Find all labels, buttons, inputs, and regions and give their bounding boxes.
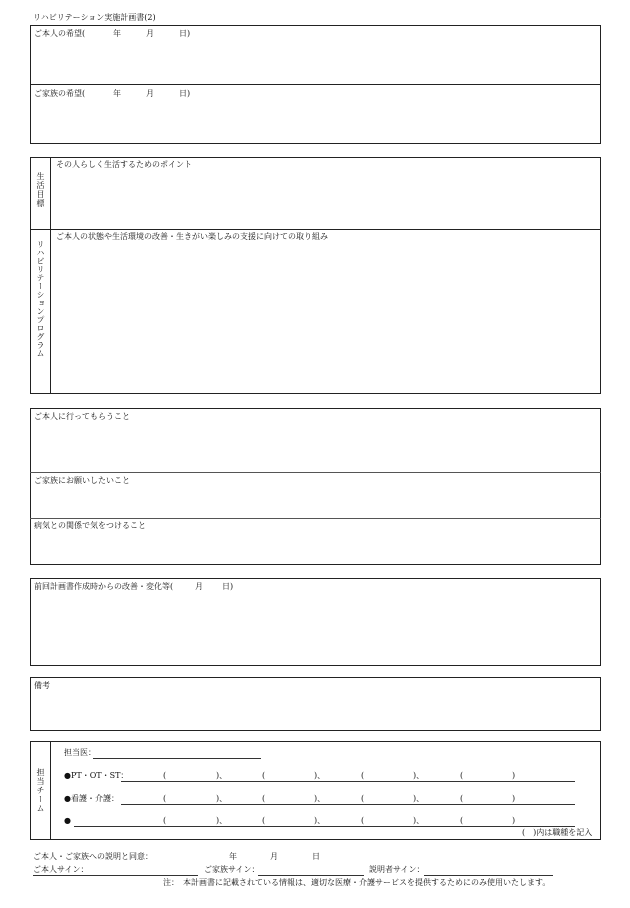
patient-sign-field[interactable] <box>33 875 198 876</box>
patient-tasks-label: ご本人に行ってもらうこと <box>34 412 130 421</box>
patient-wish-day: 日) <box>179 29 191 38</box>
explainer-sign-field[interactable] <box>424 875 553 876</box>
notes-field[interactable] <box>31 693 599 729</box>
paren-open: ( <box>361 794 365 803</box>
privacy-notice: 注： 本計画書に記載されている情報は、適切な医療・介護サービスを提供するためにのみ使用いたします。 <box>163 878 551 887</box>
paren-close: ) <box>512 771 516 780</box>
divider <box>30 229 601 230</box>
illness-cautions-label: 病気との関係で気をつけること <box>34 521 146 530</box>
changes-month: 月 <box>195 582 203 591</box>
divider <box>30 518 601 519</box>
team-side-label: 担当チーム <box>36 768 45 813</box>
family-sign-field[interactable] <box>258 875 364 876</box>
divider <box>50 157 51 394</box>
patient-sign-label: ご本人サイン： <box>33 865 89 874</box>
consent-day: 日 <box>312 852 320 861</box>
paren-close: )、 <box>314 816 326 825</box>
program-content-field[interactable] <box>52 244 598 392</box>
paren-open: ( <box>361 771 365 780</box>
family-requests-field[interactable] <box>31 488 599 516</box>
goals-side-label: 生活目標 <box>36 172 45 208</box>
paren-open: ( <box>262 771 266 780</box>
job-type-note: ( )内は職種を記入 <box>522 828 593 837</box>
paren-close: )、 <box>413 816 425 825</box>
divider <box>30 472 601 473</box>
illness-cautions-field[interactable] <box>31 533 599 563</box>
paren-open: ( <box>163 771 167 780</box>
consent-label: ご本人・ご家族への説明と同意： <box>33 852 153 861</box>
goals-point-field[interactable] <box>52 172 598 227</box>
notes-label: 備考 <box>34 681 50 690</box>
paren-close: )、 <box>314 794 326 803</box>
paren-close: )、 <box>314 771 326 780</box>
paren-open: ( <box>460 794 464 803</box>
paren-open: ( <box>163 816 167 825</box>
changes-field[interactable] <box>31 594 599 664</box>
other-field[interactable] <box>74 826 575 827</box>
family-wish-label: ご家族の希望( <box>34 89 86 98</box>
family-wish-year: 年 <box>113 89 121 98</box>
changes-day: 日) <box>222 582 234 591</box>
pt-ot-st-field[interactable] <box>121 781 575 782</box>
paren-open: ( <box>262 816 266 825</box>
divider <box>50 741 51 840</box>
paren-close: )、 <box>413 794 425 803</box>
program-side-label: リハビリテーションプログラム <box>36 240 45 358</box>
paren-close: )、 <box>413 771 425 780</box>
pt-ot-st-label: ●PT・OT・ST： <box>64 771 129 780</box>
paren-close: ) <box>512 816 516 825</box>
page-title: リハビリテーション実施計画書(2) <box>33 13 156 22</box>
paren-close: )、 <box>216 816 228 825</box>
explainer-sign-label: 説明者サイン： <box>369 865 425 874</box>
patient-wish-year: 年 <box>113 29 121 38</box>
doctor-label: 担当医： <box>64 748 96 757</box>
nurse-care-field[interactable] <box>121 804 575 805</box>
paren-open: ( <box>460 816 464 825</box>
consent-year: 年 <box>229 852 237 861</box>
patient-wish-label: ご本人の希望( <box>34 29 86 38</box>
paren-open: ( <box>460 771 464 780</box>
family-wish-month: 月 <box>146 89 154 98</box>
paren-open: ( <box>163 794 167 803</box>
changes-label: 前回計画書作成時からの改善・変化等( <box>34 582 174 591</box>
family-requests-label: ご家族にお願いしたいこと <box>34 476 130 485</box>
consent-month: 月 <box>270 852 278 861</box>
divider <box>30 84 601 85</box>
goals-point-label: その人らしく生活するためのポイント <box>56 160 192 169</box>
doctor-field[interactable] <box>93 758 261 759</box>
paren-close: )、 <box>216 794 228 803</box>
program-content-label: ご本人の状態や生活環境の改善・生きがい楽しみの支援に向けての取り組み <box>56 232 328 241</box>
family-wish-field[interactable] <box>31 100 599 142</box>
other-label: ● <box>64 816 71 825</box>
paren-open: ( <box>361 816 365 825</box>
patient-wish-month: 月 <box>146 29 154 38</box>
patient-tasks-field[interactable] <box>31 424 599 470</box>
nurse-care-label: ●看護・介護： <box>64 794 119 803</box>
paren-close: ) <box>512 794 516 803</box>
paren-open: ( <box>262 794 266 803</box>
family-sign-label: ご家族サイン： <box>204 865 260 874</box>
patient-wish-field[interactable] <box>31 40 599 83</box>
paren-close: )、 <box>216 771 228 780</box>
family-wish-day: 日) <box>179 89 191 98</box>
